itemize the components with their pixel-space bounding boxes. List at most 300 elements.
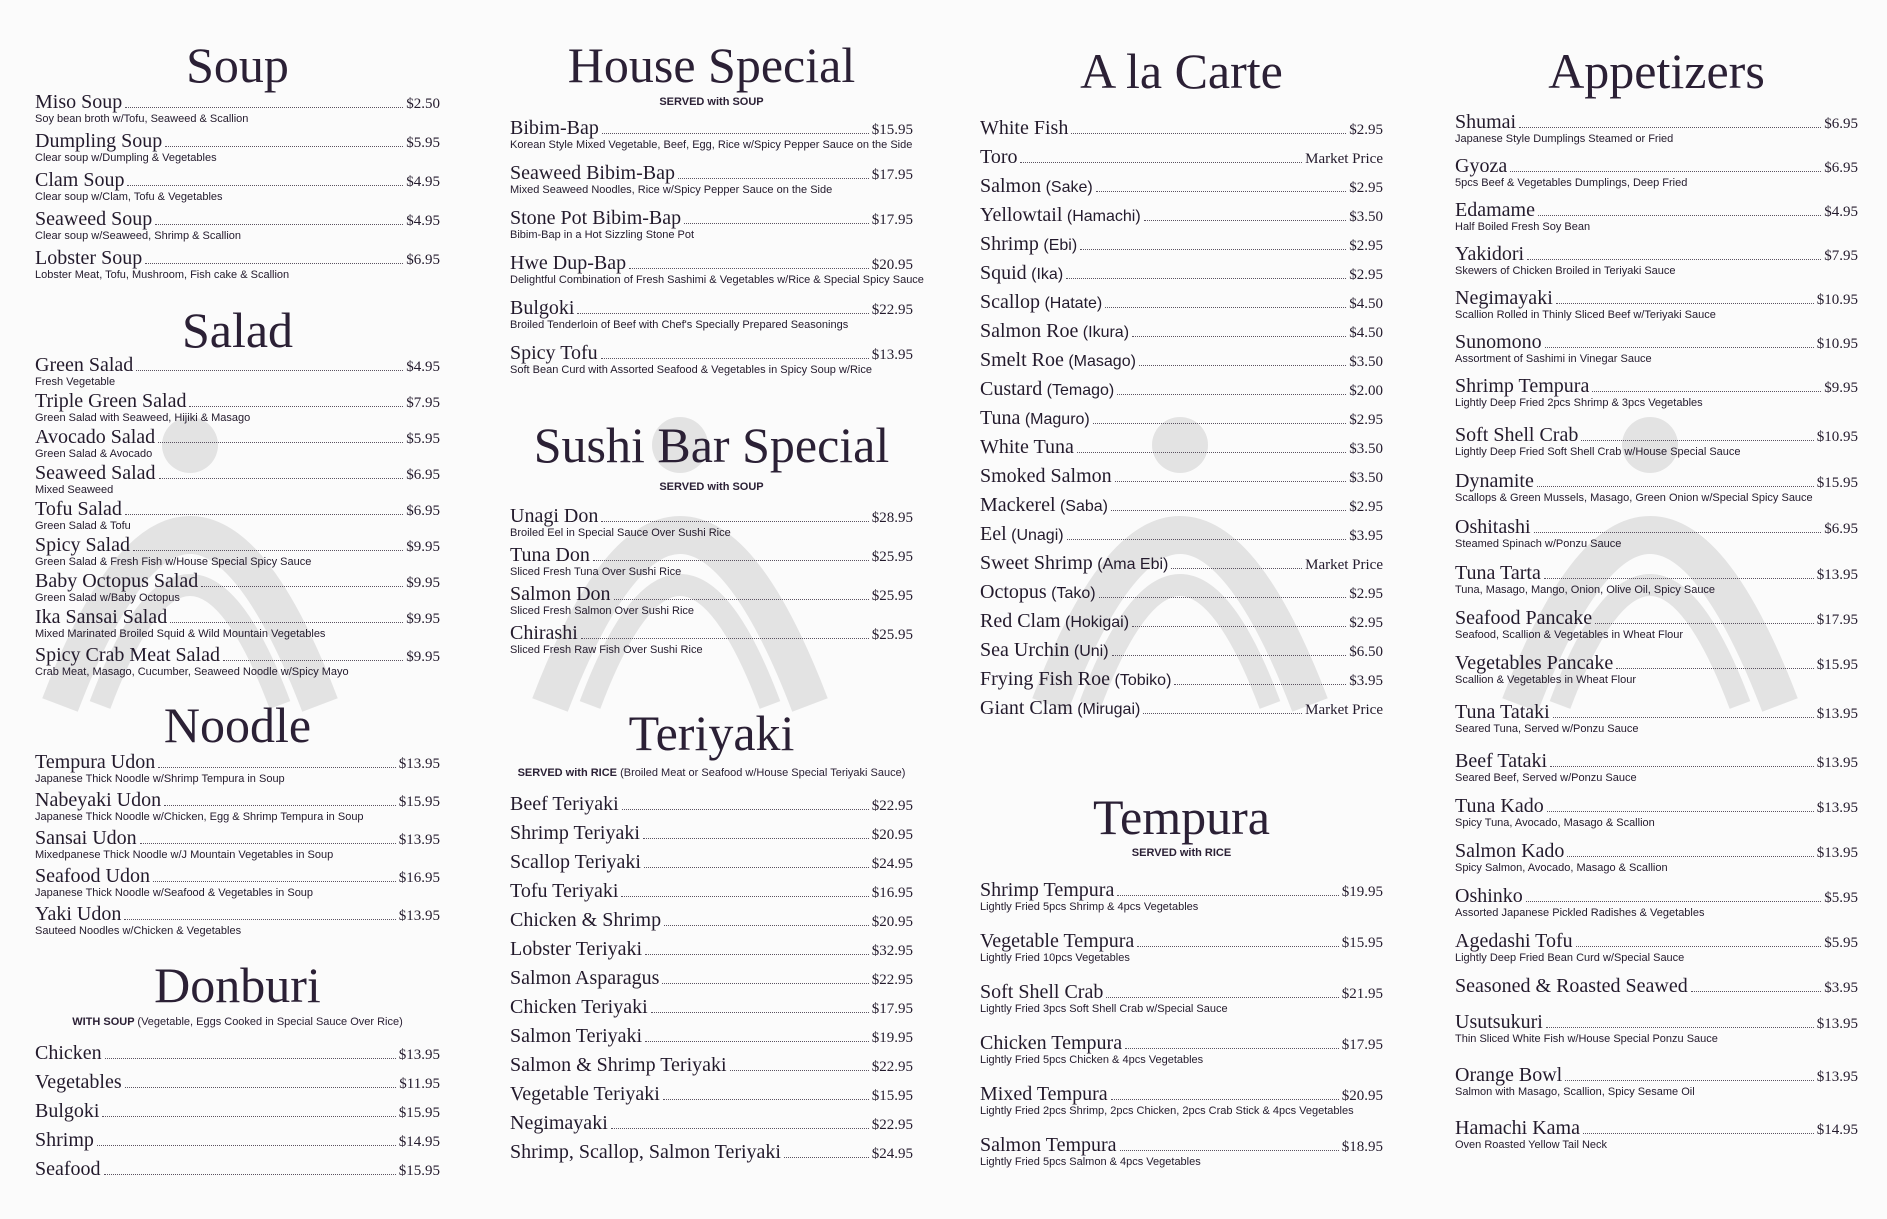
menu-item	[980, 349, 1383, 378]
menu-item	[1455, 111, 1858, 155]
item-price: $11.95	[399, 1076, 440, 1092]
item-name: Salmon Teriyaki	[510, 1025, 643, 1047]
item-price: $21.95	[1341, 986, 1383, 1002]
menu-item	[35, 1071, 440, 1100]
menu-item	[510, 162, 913, 207]
item-name: Smoked Salmon	[980, 465, 1112, 487]
menu-item	[510, 297, 913, 342]
item-price: $9.95	[406, 649, 440, 665]
menu-item	[980, 175, 1383, 204]
item-price: $19.95	[871, 1030, 913, 1046]
item-name: Tuna Tataki	[1455, 701, 1550, 723]
item-name: Tuna Tarta	[1455, 562, 1541, 584]
menu-item	[35, 1129, 440, 1158]
menu-item	[35, 1042, 440, 1071]
item-description: Sauteed Noodles w/Chicken & Vegetables	[35, 925, 242, 937]
item-japanese-name: (Saba)	[1059, 498, 1108, 515]
item-price: $20.95	[871, 257, 913, 273]
item-price: $2.95	[1349, 267, 1383, 283]
item-price: $13.95	[1816, 1016, 1858, 1032]
item-name: Salmon & Shrimp Teriyaki	[510, 1054, 727, 1076]
item-japanese-name: (Uni)	[1073, 643, 1109, 660]
item-description: Green Salad & Tofu	[35, 520, 131, 532]
menu-item	[980, 436, 1383, 465]
item-japanese-name: (Hamachi)	[1066, 208, 1141, 225]
item-description: Seafood, Scallion & Vegetables in Wheat Flour	[1455, 629, 1684, 641]
menu-item	[35, 534, 440, 570]
menu-item	[35, 426, 440, 462]
menu-item	[510, 1025, 913, 1054]
menu-item	[510, 1112, 913, 1141]
item-name: Shrimp Tempura	[980, 879, 1115, 901]
item-price: $3.95	[1349, 528, 1383, 544]
menu-item	[35, 751, 440, 789]
menu-item	[35, 827, 440, 865]
item-price: $7.95	[406, 395, 440, 411]
item-description: Scallops & Green Mussels, Masago, Green Onion w/Special Spicy Sauce	[1455, 492, 1813, 504]
item-name: Salmon Asparagus	[510, 967, 660, 989]
item-name: Soft Shell Crab	[980, 981, 1104, 1003]
item-description: Steamed Spinach w/Ponzu Sauce	[1455, 538, 1622, 550]
item-description: Assortment of Sashimi in Vinegar Sauce	[1455, 353, 1652, 365]
menu-item	[35, 1158, 440, 1187]
item-description: Scallion Rolled in Thinly Sliced Beef w/Teriyaki Sauce	[1455, 309, 1716, 321]
section-noodle	[35, 698, 440, 941]
item-name: Giant Clam	[980, 697, 1073, 719]
item-list	[35, 91, 440, 286]
item-price: $2.00	[1349, 383, 1383, 399]
item-name: Dumpling Soup	[35, 130, 163, 152]
menu-item	[510, 996, 913, 1025]
item-name: Orange Bowl	[1455, 1064, 1563, 1086]
item-price: $2.95	[1349, 238, 1383, 254]
item-name: Seaweed Bibim-Bap	[510, 162, 675, 184]
item-name: Squid	[980, 262, 1027, 284]
item-price: $28.95	[871, 510, 913, 526]
item-price: $17.95	[871, 212, 913, 228]
item-name: Custard	[980, 378, 1043, 400]
section-title: Appetizers	[1548, 43, 1765, 99]
menu-item	[1455, 516, 1858, 562]
item-name: Salmon	[980, 175, 1042, 197]
item-price: $6.95	[406, 467, 440, 483]
item-name: Salmon Kado	[1455, 840, 1565, 862]
item-name: Scallop	[980, 291, 1040, 313]
item-list	[980, 117, 1383, 726]
item-name: Avocado Salad	[35, 426, 156, 448]
item-name: Hwe Dup-Bap	[510, 252, 627, 274]
item-name: Chicken Teriyaki	[510, 996, 648, 1018]
menu-item	[980, 610, 1383, 639]
item-price: Market Price	[1305, 702, 1383, 718]
item-name: Agedashi Tofu	[1455, 930, 1573, 952]
menu-item	[510, 544, 913, 583]
menu-item	[980, 465, 1383, 494]
menu-item	[980, 378, 1383, 407]
menu-item	[1455, 424, 1858, 470]
item-name: Seaweed Soup	[35, 208, 153, 230]
section-sushi-bar-special	[510, 418, 913, 661]
item-price: $15.95	[1816, 475, 1858, 491]
item-price: $25.95	[871, 627, 913, 643]
item-list	[510, 505, 913, 661]
item-price: $6.95	[1824, 116, 1858, 132]
item-name: Bibim-Bap	[510, 117, 599, 139]
section-subtitle: SERVED with SOUP	[659, 481, 764, 493]
menu-column-2	[510, 0, 924, 1219]
item-price: Market Price	[1305, 557, 1383, 573]
menu-item	[1455, 930, 1858, 975]
item-description: Lightly Fried 3pcs Soft Shell Crab w/Special Sauce	[980, 1003, 1228, 1015]
item-description: Lightly Fried 5pcs Chicken & 4pcs Vegetables	[980, 1054, 1204, 1066]
menu-item	[35, 865, 440, 903]
item-name: Spicy Salad	[35, 534, 130, 556]
subtitle-bold: SERVED with RICE	[517, 767, 618, 779]
item-price: $9.95	[406, 575, 440, 591]
item-price: $15.95	[1816, 657, 1858, 673]
menu-item	[980, 552, 1383, 581]
item-description: Broiled Eel in Special Sauce Over Sushi Rice	[510, 527, 731, 539]
section-appetizers	[1455, 44, 1858, 1161]
item-description: Lightly Fried 5pcs Salmon & 4pcs Vegetables	[980, 1156, 1201, 1168]
item-description: Half Boiled Fresh Soy Bean	[1455, 221, 1591, 233]
menu-item	[510, 1054, 913, 1083]
menu-item	[980, 407, 1383, 436]
menu-item	[980, 981, 1383, 1032]
item-price: $3.95	[1349, 673, 1383, 689]
menu-item	[35, 570, 440, 606]
item-japanese-name: (Ama Ebi)	[1097, 556, 1169, 573]
item-description: Spicy Tuna, Avocado, Masago & Scallion	[1455, 817, 1655, 829]
item-name: Yellowtail	[980, 204, 1063, 226]
item-name: Unagi Don	[510, 505, 599, 527]
menu-item	[35, 462, 440, 498]
item-price: $3.50	[1349, 470, 1383, 486]
item-price: $4.50	[1349, 296, 1383, 312]
menu-item	[980, 1083, 1383, 1134]
menu-item	[35, 1100, 440, 1129]
item-price: $18.95	[1341, 1139, 1383, 1155]
section-title: Donburi	[154, 957, 321, 1013]
item-price: $5.95	[1824, 935, 1858, 951]
item-description: Lightly Fried 10pcs Vegetables	[980, 952, 1130, 964]
menu-item	[980, 1032, 1383, 1083]
item-price: $2.95	[1349, 122, 1383, 138]
menu-item	[1455, 562, 1858, 607]
item-name: Bulgoki	[510, 297, 575, 319]
menu-item	[510, 622, 913, 661]
item-description: Oven Roasted Yellow Tail Neck	[1455, 1139, 1608, 1151]
item-price: $13.95	[398, 908, 440, 924]
menu-item	[35, 247, 440, 286]
item-price: $5.95	[406, 431, 440, 447]
item-description: Crab Meat, Masago, Cucumber, Seaweed Noodle w/Spicy Mayo	[35, 666, 349, 678]
item-name: Dynamite	[1455, 470, 1534, 492]
menu-item	[35, 130, 440, 169]
item-name: Mixed Tempura	[980, 1083, 1108, 1105]
item-japanese-name: (Mirugai)	[1077, 701, 1141, 718]
item-description: Korean Style Mixed Vegetable, Beef, Egg, Rice w/Spicy Pepper Sauce on the Side	[510, 139, 913, 151]
item-price: $13.95	[1816, 1069, 1858, 1085]
item-price: $9.95	[406, 539, 440, 555]
item-japanese-name: (Hokigai)	[1065, 614, 1130, 631]
item-name: Negimayaki	[1455, 287, 1553, 309]
menu-item	[1455, 795, 1858, 840]
item-japanese-name: (Temago)	[1046, 382, 1115, 399]
menu-item	[35, 390, 440, 426]
menu-item	[1455, 652, 1858, 701]
item-name: Spicy Crab Meat Salad	[35, 644, 220, 666]
item-description: Soft Bean Curd with Assorted Seafood & Vegetables in Spicy Soup w/Rice	[510, 364, 872, 376]
menu-item	[980, 668, 1383, 697]
menu-item	[1455, 975, 1858, 1011]
item-description: Japanese Thick Noodle w/Shrimp Tempura in Soup	[35, 773, 285, 785]
section-title: House Special	[567, 37, 856, 93]
menu-item	[510, 207, 913, 252]
menu-item	[980, 146, 1383, 175]
item-name: Usutsukuri	[1455, 1011, 1543, 1033]
menu-item	[980, 494, 1383, 523]
item-description: Delightful Combination of Fresh Sashimi & Vegetables w/Rice & Special Spicy Sauce	[510, 274, 924, 286]
item-price: $15.95	[871, 122, 913, 138]
item-price: $24.95	[871, 1146, 913, 1162]
item-name: Triple Green Salad	[35, 390, 187, 412]
item-japanese-name: (Ika)	[1031, 266, 1064, 283]
item-japanese-name: (Sake)	[1045, 179, 1093, 196]
item-name: Chirashi	[510, 622, 578, 644]
item-name: Seasoned & Roasted Seawed	[1455, 975, 1688, 997]
section-subtitle: SERVED with SOUP	[659, 96, 764, 108]
item-description: Clear soup w/Clam, Tofu & Vegetables	[35, 191, 223, 203]
menu-item	[1455, 701, 1858, 750]
item-price: $13.95	[1816, 800, 1858, 816]
item-price: $25.95	[871, 588, 913, 604]
menu-item	[510, 252, 924, 297]
item-description: Clear soup w/Seaweed, Shrimp & Scallion	[35, 230, 242, 242]
item-price: $17.95	[871, 167, 913, 183]
section-title: Salad	[181, 302, 294, 358]
item-price: $14.95	[1816, 1122, 1858, 1138]
item-description: Salmon with Masago, Scallion, Spicy Sesame Oil	[1455, 1086, 1695, 1098]
item-description: Fresh Vegetable	[35, 376, 116, 388]
item-price: $16.95	[398, 870, 440, 886]
item-name: Eel	[980, 523, 1007, 545]
item-price: $3.50	[1349, 209, 1383, 225]
item-name: Vegetable Tempura	[980, 930, 1135, 952]
menu-item	[980, 930, 1383, 981]
menu-item	[980, 233, 1383, 262]
item-name: Lobster Soup	[35, 247, 143, 269]
item-name: Shrimp, Scallop, Salmon Teriyaki	[510, 1141, 781, 1163]
item-price: $14.95	[398, 1134, 440, 1150]
item-price: $17.95	[871, 1001, 913, 1017]
section-teriyaki	[510, 706, 913, 1170]
menu-item	[1455, 607, 1858, 652]
item-price: $15.95	[398, 1163, 440, 1179]
item-name: Salmon Tempura	[980, 1134, 1117, 1156]
item-description: Skewers of Chicken Broiled in Teriyaki Sauce	[1455, 265, 1676, 277]
item-name: Shumai	[1455, 111, 1517, 133]
item-name: Smelt Roe	[980, 349, 1064, 371]
menu-item	[1455, 885, 1858, 930]
item-price: $2.95	[1349, 499, 1383, 515]
menu-column-4	[1455, 0, 1858, 1219]
item-name: Seafood	[35, 1158, 101, 1180]
menu-item	[35, 606, 440, 644]
menu-item	[1455, 1117, 1858, 1161]
item-name: Soft Shell Crab	[1455, 424, 1579, 446]
item-name: Scallop Teriyaki	[510, 851, 641, 873]
item-japanese-name: (Maguro)	[1024, 411, 1090, 428]
item-japanese-name: (Unagi)	[1011, 527, 1064, 544]
item-description: Assorted Japanese Pickled Radishes & Vegetables	[1455, 907, 1705, 919]
item-name: Salmon Don	[510, 583, 611, 605]
menu-item	[1455, 331, 1858, 375]
section-soup	[35, 38, 440, 286]
item-description: Soy bean broth w/Tofu, Seaweed & Scallion	[35, 113, 249, 125]
item-name: Tuna	[980, 407, 1021, 429]
item-name: Hamachi Kama	[1455, 1117, 1580, 1139]
item-name: Shrimp	[35, 1129, 94, 1151]
item-price: $9.95	[1824, 380, 1858, 396]
item-name: Beef Tataki	[1455, 750, 1548, 772]
menu-item	[510, 583, 913, 622]
section-title: Soup	[186, 37, 289, 93]
item-price: $13.95	[398, 756, 440, 772]
item-price: $17.95	[1341, 1037, 1383, 1053]
item-price: $4.95	[1824, 204, 1858, 220]
menu-item	[1455, 840, 1858, 885]
menu-item	[35, 644, 440, 680]
item-name: Gyoza	[1455, 155, 1508, 177]
item-description: Lightly Fried 5pcs Shrimp & 4pcs Vegetables	[980, 901, 1199, 913]
item-price: $13.95	[1816, 567, 1858, 583]
item-description: Tuna, Masago, Mango, Onion, Olive Oil, Spicy Sauce	[1455, 584, 1716, 596]
item-price: $22.95	[871, 302, 913, 318]
item-price: $22.95	[871, 1059, 913, 1075]
item-description: Sliced Fresh Raw Fish Over Sushi Rice	[510, 644, 703, 656]
item-price: $3.50	[1349, 354, 1383, 370]
item-price: $22.95	[871, 1117, 913, 1133]
item-name: Tuna Kado	[1455, 795, 1544, 817]
item-price: $15.95	[398, 1105, 440, 1121]
item-description: Japanese Thick Noodle w/Chicken, Egg & Shrimp Tempura in Soup	[35, 811, 364, 823]
item-price: $2.50	[406, 96, 440, 112]
item-price: $4.95	[406, 359, 440, 375]
item-name: Stone Pot Bibim-Bap	[510, 207, 682, 229]
item-price: $13.95	[1816, 755, 1858, 771]
item-price: $32.95	[871, 943, 913, 959]
item-price: $3.95	[1824, 980, 1858, 996]
item-name: Sweet Shrimp	[980, 552, 1093, 574]
item-name: Miso Soup	[35, 91, 123, 113]
item-description: Sliced Fresh Salmon Over Sushi Rice	[510, 605, 695, 617]
item-name: White Fish	[980, 117, 1069, 139]
item-name: Seaweed Salad	[35, 462, 156, 484]
item-description: Japanese Style Dumplings Steamed or Fried	[1455, 133, 1674, 145]
item-name: Chicken Tempura	[980, 1032, 1123, 1054]
item-name: Vegetables Pancake	[1455, 652, 1614, 674]
item-price: $16.95	[871, 885, 913, 901]
menu-item	[510, 793, 913, 822]
item-name: Sansai Udon	[35, 827, 137, 849]
subtitle-note: (Broiled Meat or Seafood w/House Special Teriyaki Sauce)	[620, 767, 906, 779]
item-price: $19.95	[1341, 884, 1383, 900]
item-description: Mixed Seaweed	[35, 484, 114, 496]
item-name: Yakidori	[1455, 243, 1525, 265]
menu-item	[980, 581, 1383, 610]
item-price: $6.95	[1824, 521, 1858, 537]
menu-item	[980, 1134, 1383, 1185]
item-list	[35, 751, 440, 941]
item-description: Mixedpanese Thick Noodle w/J Mountain Vegetables in Soup	[35, 849, 334, 861]
item-price: $5.95	[406, 135, 440, 151]
item-japanese-name: (Tako)	[1051, 585, 1096, 602]
menu-item	[510, 342, 913, 387]
item-description: Green Salad & Avocado	[35, 448, 153, 460]
menu-item	[35, 91, 440, 130]
menu-item	[510, 1141, 913, 1170]
menu-item	[980, 262, 1383, 291]
item-list	[35, 354, 440, 680]
menu-item	[1455, 375, 1858, 424]
item-description: 5pcs Beef & Vegetables Dumplings, Deep Fried	[1455, 177, 1688, 189]
item-description: Scallion & Vegetables in Wheat Flour	[1455, 674, 1636, 686]
menu-item	[980, 639, 1383, 668]
section-title: Noodle	[163, 697, 312, 753]
item-price: $13.95	[398, 1047, 440, 1063]
menu-item	[980, 204, 1383, 233]
item-description: Green Salad with Seaweed, Hijiki & Masago	[35, 412, 251, 424]
menu-item	[510, 505, 913, 544]
item-price: $4.95	[406, 174, 440, 190]
item-name: Seafood Udon	[35, 865, 150, 887]
item-price: $17.95	[1816, 612, 1858, 628]
item-name: Seafood Pancake	[1455, 607, 1593, 629]
menu-item	[35, 208, 440, 247]
item-description: Lightly Deep Fried Soft Shell Crab w/House Special Sauce	[1455, 446, 1741, 458]
section-house-special	[510, 37, 924, 387]
item-description: Mixed Marinated Broiled Squid & Wild Mountain Vegetables	[35, 628, 326, 640]
item-description: Sliced Fresh Tuna Over Sushi Rice	[510, 566, 682, 578]
item-japanese-name: (Ebi)	[1043, 237, 1078, 254]
section-a-la-carte	[980, 44, 1383, 726]
menu-item	[510, 967, 913, 996]
item-description: Lightly Deep Fried 2pcs Shrimp & 3pcs Vegetables	[1455, 397, 1703, 409]
item-price: $13.95	[398, 832, 440, 848]
item-price: $4.50	[1349, 325, 1383, 341]
menu-item	[35, 498, 440, 534]
menu-item	[980, 697, 1383, 726]
menu-item	[35, 789, 440, 827]
item-price: $25.95	[871, 549, 913, 565]
item-name: Toro	[980, 146, 1018, 168]
section-title: Sushi Bar Special	[533, 417, 890, 473]
item-name: Sunomono	[1455, 331, 1542, 353]
subtitle-note: (Vegetable, Eggs Cooked in Special Sauce Over Rice)	[137, 1016, 403, 1028]
item-price: $2.95	[1349, 615, 1383, 631]
item-price: $20.95	[871, 827, 913, 843]
item-list	[510, 117, 924, 387]
menu-item	[1455, 243, 1858, 287]
item-name: Lobster Teriyaki	[510, 938, 643, 960]
item-name: Edamame	[1455, 199, 1535, 221]
item-list	[510, 793, 913, 1170]
item-name: Baby Octopus Salad	[35, 570, 199, 592]
item-name: Tofu Salad	[35, 498, 122, 520]
item-price: $20.95	[871, 914, 913, 930]
menu-item	[35, 903, 440, 941]
